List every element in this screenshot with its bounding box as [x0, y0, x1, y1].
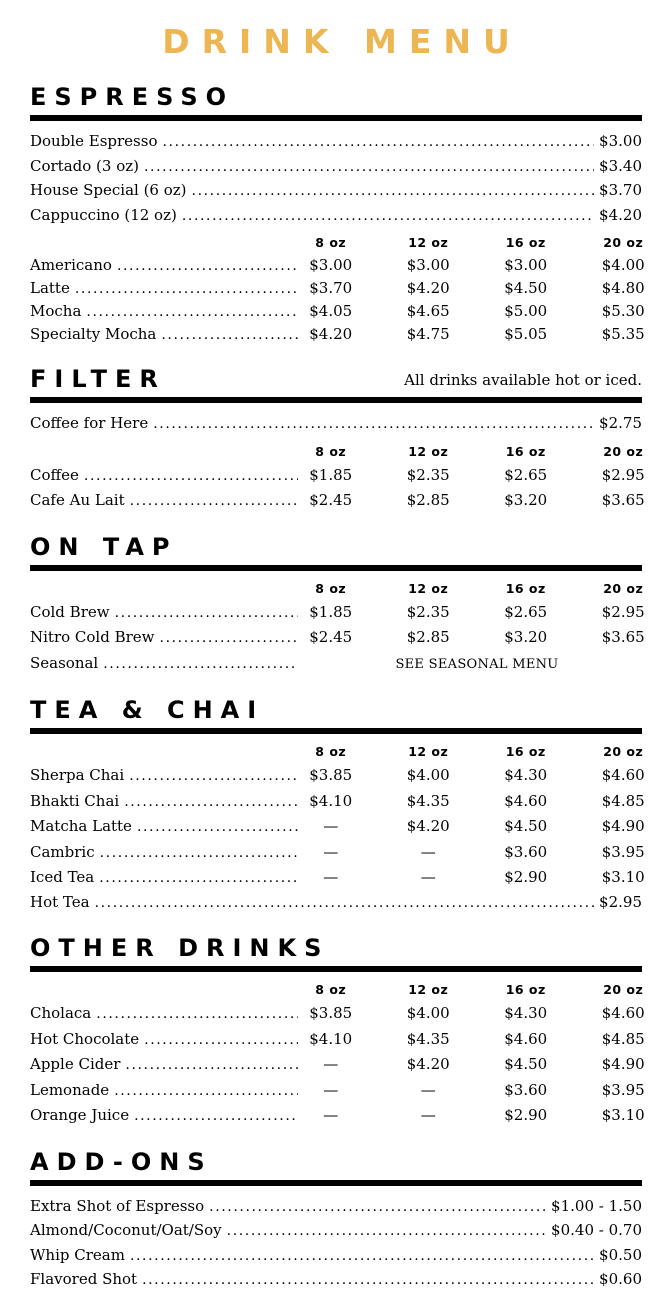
- price-cell: $4.10: [282, 1027, 380, 1052]
- item-label-cell: [30, 323, 298, 346]
- price-cell: $4.20: [380, 277, 478, 299]
- price-cell: —: [282, 1103, 380, 1128]
- section-divider: [30, 565, 642, 571]
- seasonal-row: [30, 651, 642, 678]
- price-table-row: [30, 865, 642, 891]
- page-title: DRINK MENU: [30, 20, 642, 64]
- size-header: 16 oz: [477, 443, 575, 461]
- price-cell: $2.65: [477, 600, 575, 625]
- section-title: ON TAP: [30, 532, 178, 562]
- price-cell: $4.20: [380, 814, 478, 839]
- price-cell: $3.00: [282, 254, 380, 276]
- item-label-cell: [30, 1103, 298, 1129]
- menu-item-row: [30, 891, 642, 916]
- price-cell: $2.95: [575, 600, 672, 625]
- section-header: [30, 82, 642, 112]
- item-name: Whip Cream: [30, 1244, 130, 1268]
- item-label-cell: [30, 763, 298, 789]
- item-name: Matcha Latte: [30, 814, 137, 839]
- dot-leader: [144, 155, 594, 180]
- item-name: Cold Brew: [30, 600, 115, 625]
- price-table-row: [30, 625, 642, 651]
- dot-leader: [142, 1268, 594, 1293]
- size-header: 16 oz: [477, 743, 575, 761]
- size-header: 8 oz: [282, 743, 380, 761]
- section-header: [30, 933, 642, 963]
- dot-leader: [130, 1244, 594, 1269]
- item-name: Bhakti Chai: [30, 789, 124, 814]
- item-name: Iced Tea: [30, 865, 99, 890]
- menu-item-row: [30, 1268, 642, 1293]
- price-cell: —: [282, 814, 380, 839]
- price-table-row: [30, 1103, 642, 1129]
- dot-leader: [130, 488, 298, 514]
- size-header: 12 oz: [380, 743, 478, 761]
- dot-leader: [103, 651, 298, 677]
- price-table-row: [30, 277, 642, 300]
- size-header-row: [30, 580, 642, 598]
- dot-leader: [209, 1195, 546, 1220]
- item-name: Cholaca: [30, 1001, 96, 1026]
- price-table-row: [30, 1052, 642, 1078]
- price-cell: $4.30: [477, 763, 575, 788]
- size-header: 8 oz: [282, 580, 380, 598]
- size-header: 12 oz: [380, 234, 478, 252]
- price-cell: $2.90: [477, 865, 575, 890]
- dot-leader: [182, 204, 594, 229]
- dot-leader: [95, 891, 594, 916]
- item-label-cell: [30, 488, 298, 514]
- price-cell: $3.00: [477, 254, 575, 276]
- price-cell: —: [282, 865, 380, 890]
- price-cell: $4.35: [380, 1027, 478, 1052]
- item-name: Extra Shot of Espresso: [30, 1195, 209, 1219]
- size-header: 20 oz: [575, 580, 672, 598]
- item-name: Cappuccino (12 oz): [30, 204, 182, 228]
- size-header: 12 oz: [380, 443, 478, 461]
- item-label-cell: [30, 789, 298, 815]
- price-cell: $4.60: [477, 789, 575, 814]
- price-cell: $4.85: [575, 789, 672, 814]
- section-header: [30, 532, 642, 562]
- item-name: Mocha: [30, 300, 86, 322]
- size-header-row: [30, 443, 642, 461]
- price-cell: $3.10: [575, 1103, 672, 1128]
- item-name: Sherpa Chai: [30, 763, 129, 788]
- item-price: $0.60: [594, 1268, 642, 1292]
- section-espresso: [30, 82, 642, 346]
- item-label-cell: [30, 600, 298, 626]
- item-name: Seasonal: [30, 651, 103, 676]
- dot-leader: [129, 763, 298, 789]
- price-table-row: [30, 463, 642, 489]
- price-table-row: [30, 600, 642, 626]
- section-filter: [30, 364, 642, 514]
- price-cell: $1.85: [282, 600, 380, 625]
- section-add-ons: [30, 1147, 642, 1293]
- item-name: Coffee for Here: [30, 412, 153, 436]
- section-divider: [30, 728, 642, 734]
- price-cell: —: [380, 1103, 478, 1128]
- item-price: $3.00: [594, 130, 642, 154]
- item-name: Flavored Shot: [30, 1268, 142, 1292]
- price-cell: $4.10: [282, 789, 380, 814]
- menu-item-row: [30, 1219, 642, 1244]
- section-divider: [30, 966, 642, 972]
- item-name: Almond/Coconut/Oat/Soy: [30, 1219, 227, 1243]
- price-cell: $2.45: [282, 625, 380, 650]
- item-name: Specialty Mocha: [30, 323, 161, 345]
- price-cell: $1.85: [282, 463, 380, 488]
- price-cell: $3.85: [282, 1001, 380, 1026]
- price-cell: $4.60: [477, 1027, 575, 1052]
- price-cell: $4.60: [575, 763, 672, 788]
- size-header: 8 oz: [282, 443, 380, 461]
- item-name: Orange Juice: [30, 1103, 134, 1128]
- section-note: All drinks available hot or iced.: [404, 369, 642, 394]
- size-header: 8 oz: [282, 234, 380, 252]
- price-cell: $4.20: [282, 323, 380, 345]
- price-cell: $4.75: [380, 323, 478, 345]
- price-cell: —: [282, 840, 380, 865]
- price-table-row: [30, 1001, 642, 1027]
- item-name: Latte: [30, 277, 75, 299]
- item-label-cell: [30, 840, 298, 866]
- dot-leader: [137, 814, 298, 840]
- price-cell: $4.50: [477, 1052, 575, 1077]
- price-cell: $5.05: [477, 323, 575, 345]
- price-cell: $4.60: [575, 1001, 672, 1026]
- price-cell: —: [380, 865, 478, 890]
- price-cell: $4.00: [575, 254, 672, 276]
- menu-item-row: [30, 155, 642, 180]
- item-label-cell: [30, 651, 298, 677]
- price-cell: $2.90: [477, 1103, 575, 1128]
- price-cell: —: [282, 1078, 380, 1103]
- section-title: OTHER DRINKS: [30, 933, 329, 963]
- price-cell: $4.20: [380, 1052, 478, 1077]
- dot-leader: [192, 179, 595, 204]
- price-cell: $3.95: [575, 1078, 672, 1103]
- seasonal-note: SEE SEASONAL MENU: [380, 653, 575, 678]
- price-table-row: [30, 789, 642, 815]
- size-header: 20 oz: [575, 234, 672, 252]
- price-cell: $3.60: [477, 840, 575, 865]
- section-other-drinks: [30, 933, 642, 1129]
- size-header: 8 oz: [282, 981, 380, 999]
- price-cell: $3.85: [282, 763, 380, 788]
- dot-leader: [134, 1103, 298, 1129]
- item-name: Hot Tea: [30, 891, 95, 915]
- price-cell: $4.90: [575, 1052, 672, 1077]
- size-header-row: [30, 981, 642, 999]
- item-name: Cortado (3 oz): [30, 155, 144, 179]
- menu-item-row: [30, 179, 642, 204]
- item-label-cell: [30, 300, 298, 323]
- item-price: $2.95: [594, 891, 642, 915]
- price-table-row: [30, 254, 642, 277]
- price-cell: $5.30: [575, 300, 672, 322]
- section-on-tap: [30, 532, 642, 678]
- item-name: Double Espresso: [30, 130, 163, 154]
- item-price: $1.00 - 1.50: [546, 1195, 642, 1219]
- dot-leader: [161, 323, 298, 346]
- dot-leader: [117, 254, 298, 277]
- item-price: $0.40 - 0.70: [546, 1219, 642, 1243]
- item-name: Apple Cider: [30, 1052, 125, 1077]
- dot-leader: [160, 625, 298, 651]
- price-cell: $4.00: [380, 763, 478, 788]
- item-name: Coffee: [30, 463, 84, 488]
- menu-item-row: [30, 1244, 642, 1269]
- price-cell: $5.00: [477, 300, 575, 322]
- price-cell: $3.65: [575, 488, 672, 513]
- price-cell: $3.60: [477, 1078, 575, 1103]
- menu-item-row: [30, 1195, 642, 1220]
- item-price: $3.70: [594, 179, 642, 203]
- price-cell: —: [380, 840, 478, 865]
- price-cell: $2.85: [380, 625, 478, 650]
- dot-leader: [124, 789, 298, 815]
- size-header: 20 oz: [575, 443, 672, 461]
- price-cell: $4.30: [477, 1001, 575, 1026]
- price-cell: —: [282, 1052, 380, 1077]
- price-cell: $2.65: [477, 463, 575, 488]
- price-cell: $4.80: [575, 277, 672, 299]
- item-price: $4.20: [594, 204, 642, 228]
- item-label-cell: [30, 1001, 298, 1027]
- section-title: TEA & CHAI: [30, 695, 264, 725]
- size-header-row: [30, 743, 642, 761]
- price-table-row: [30, 1078, 642, 1104]
- price-cell: $3.20: [477, 488, 575, 513]
- item-name: Lemonade: [30, 1078, 114, 1103]
- dot-leader: [84, 463, 298, 489]
- item-name: Cafe Au Lait: [30, 488, 130, 513]
- section-tea-chai: [30, 695, 642, 915]
- size-header: 16 oz: [477, 580, 575, 598]
- price-cell: —: [380, 1078, 478, 1103]
- dot-leader: [86, 300, 298, 323]
- price-cell: $4.90: [575, 814, 672, 839]
- price-cell: $3.10: [575, 865, 672, 890]
- item-name: Hot Chocolate: [30, 1027, 144, 1052]
- price-cell: $4.00: [380, 1001, 478, 1026]
- price-cell: $3.20: [477, 625, 575, 650]
- dot-leader: [114, 1078, 298, 1104]
- item-label-cell: [30, 254, 298, 277]
- price-cell: $2.35: [380, 463, 478, 488]
- dot-leader: [75, 277, 298, 300]
- price-cell: $4.65: [380, 300, 478, 322]
- price-cell: $4.05: [282, 300, 380, 322]
- item-label-cell: [30, 865, 298, 891]
- price-cell: $3.95: [575, 840, 672, 865]
- price-cell: $3.00: [380, 254, 478, 276]
- price-table-row: [30, 814, 642, 840]
- price-cell: $4.50: [477, 814, 575, 839]
- item-name: House Special (6 oz): [30, 179, 192, 203]
- price-table-row: [30, 323, 642, 346]
- price-cell: $2.35: [380, 600, 478, 625]
- section-header: [30, 364, 642, 394]
- dot-leader: [99, 865, 298, 891]
- item-price: $2.75: [594, 412, 642, 436]
- item-price: $0.50: [594, 1244, 642, 1268]
- item-label-cell: [30, 814, 298, 840]
- dot-leader: [115, 600, 298, 626]
- section-divider: [30, 115, 642, 121]
- dot-leader: [144, 1027, 298, 1053]
- section-divider: [30, 1180, 642, 1186]
- item-label-cell: [30, 463, 298, 489]
- price-cell: $3.70: [282, 277, 380, 299]
- size-header: 20 oz: [575, 743, 672, 761]
- menu-item-row: [30, 412, 642, 437]
- size-header-row: [30, 234, 642, 252]
- price-cell: $4.35: [380, 789, 478, 814]
- price-cell: $4.50: [477, 277, 575, 299]
- price-cell: $3.65: [575, 625, 672, 650]
- section-title: ADD-ONS: [30, 1147, 213, 1177]
- price-cell: $2.45: [282, 488, 380, 513]
- dot-leader: [227, 1219, 546, 1244]
- size-header: 16 oz: [477, 234, 575, 252]
- price-cell: $2.95: [575, 463, 672, 488]
- price-table-row: [30, 1027, 642, 1053]
- section-title: FILTER: [30, 364, 166, 394]
- size-header: 20 oz: [575, 981, 672, 999]
- price-table-row: [30, 488, 642, 514]
- item-label-cell: [30, 1078, 298, 1104]
- item-name: Americano: [30, 254, 117, 276]
- price-table-row: [30, 300, 642, 323]
- price-cell: $4.85: [575, 1027, 672, 1052]
- menu-item-row: [30, 130, 642, 155]
- size-header: 12 oz: [380, 981, 478, 999]
- menu-item-row: [30, 204, 642, 229]
- price-cell: $2.85: [380, 488, 478, 513]
- size-header: 12 oz: [380, 580, 478, 598]
- size-header: 16 oz: [477, 981, 575, 999]
- section-header: [30, 1147, 642, 1177]
- dot-leader: [100, 840, 298, 866]
- item-label-cell: [30, 625, 298, 651]
- price-table-row: [30, 840, 642, 866]
- item-label-cell: [30, 277, 298, 300]
- item-label-cell: [30, 1052, 298, 1078]
- section-header: [30, 695, 642, 725]
- price-table-row: [30, 763, 642, 789]
- price-cell: $5.35: [575, 323, 672, 345]
- item-label-cell: [30, 1027, 298, 1053]
- section-divider: [30, 397, 642, 403]
- item-name: Nitro Cold Brew: [30, 625, 160, 650]
- dot-leader: [125, 1052, 298, 1078]
- dot-leader: [96, 1001, 298, 1027]
- item-price: $3.40: [594, 155, 642, 179]
- dot-leader: [163, 130, 595, 155]
- item-name: Cambric: [30, 840, 100, 865]
- section-title: ESPRESSO: [30, 82, 234, 112]
- dot-leader: [153, 412, 594, 437]
